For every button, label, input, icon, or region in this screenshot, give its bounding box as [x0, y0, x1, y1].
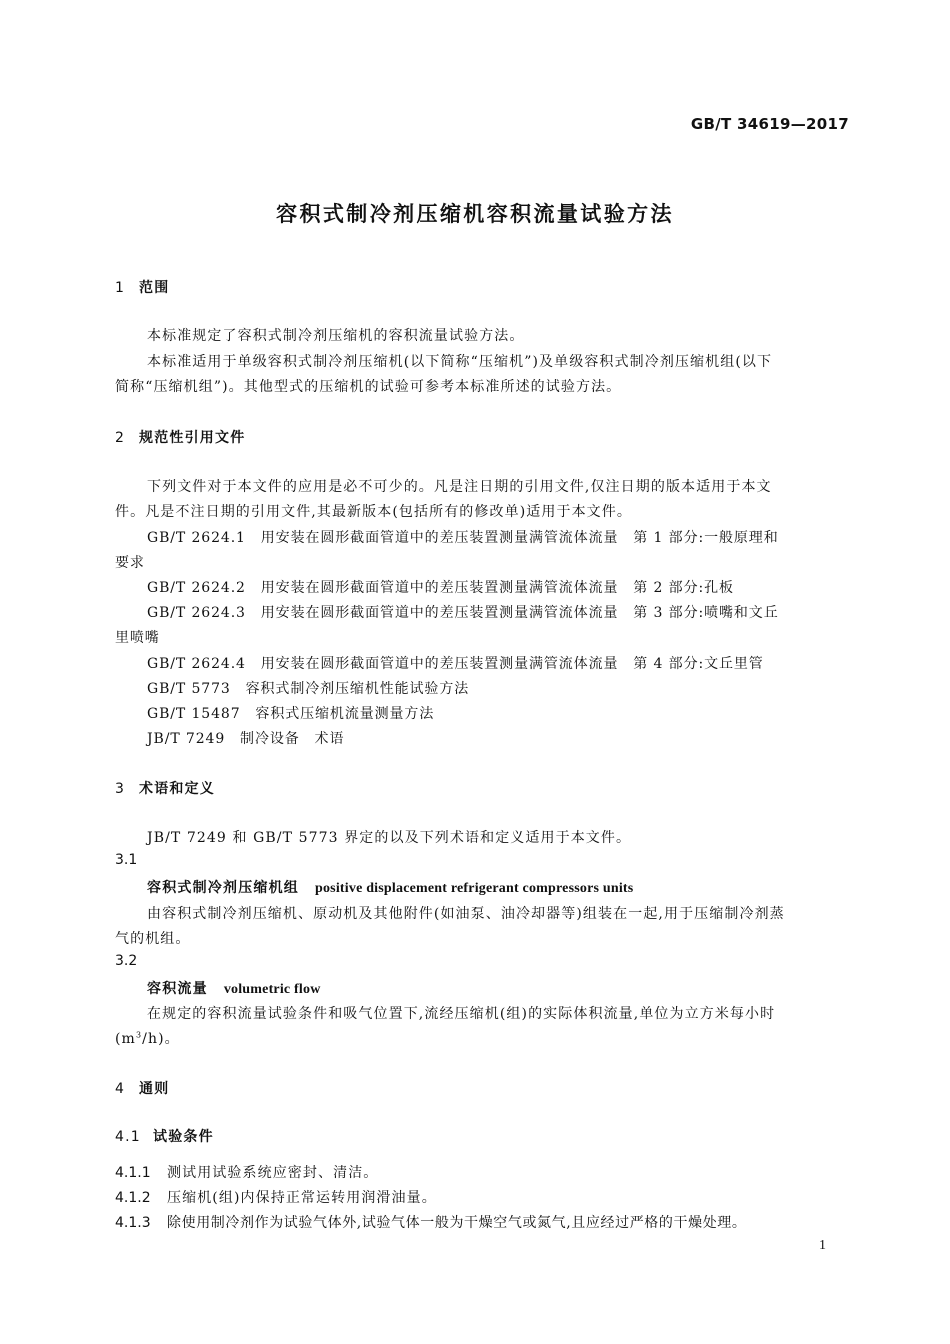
paragraph-continuation: 件。凡是不注日期的引用文件,其最新版本(包括所有的修改单)适用于本文件。 [115, 504, 632, 520]
section-number: 1 [115, 280, 126, 296]
paragraph: 本标准适用于单级容积式制冷剂压缩机(以下简称“压缩机”)及单级容积式制冷剂压缩机组(以下 [147, 354, 773, 370]
unit-superscript: 3 [135, 1030, 143, 1040]
reference-item [147, 703, 434, 723]
term-definition: 在规定的容积流量试验条件和吸气位置下,流经压缩机(组)的实际体积流量,单位为立方米每小时 [147, 1006, 776, 1022]
term-heading [147, 877, 633, 897]
reference-title: 用安装在圆形截面管道中的差压装置测量满管流体流量 第 2 部分:孔板 [260, 580, 734, 596]
reference-code: GB/T 15487 [147, 706, 241, 722]
clause [115, 1162, 378, 1182]
reference-code: GB/T 2624.4 [147, 656, 246, 672]
clause-number: 4.1.2 [115, 1190, 151, 1206]
reference-continuation: 里喷嘴 [115, 630, 160, 646]
reference-title: 用安装在圆形截面管道中的差压装置测量满管流体流量 第 3 部分:喷嘴和文丘 [260, 605, 779, 621]
reference-code: GB/T 5773 [147, 681, 231, 697]
subsection-number: 4.1 [115, 1129, 141, 1145]
reference-item [147, 728, 344, 748]
term-definition: 由容积式制冷剂压缩机、原动机及其他附件(如油泵、油冷却器等)组装在一起,用于压缩制冷剂蒸 [147, 906, 785, 922]
section-2-heading [115, 427, 245, 447]
reference-title: 用安装在圆形截面管道中的差压装置测量满管流体流量 第 4 部分:文丘里管 [260, 656, 764, 672]
term-chinese: 容积式制冷剂压缩机组 [147, 880, 299, 896]
term-heading [147, 978, 321, 998]
section-title: 通则 [139, 1081, 170, 1097]
reference-item [147, 678, 469, 698]
reference-title: 容积式压缩机流量测量方法 [255, 706, 435, 722]
reference-continuation: 要求 [115, 555, 145, 571]
section-number: 3 [115, 781, 126, 797]
clause-number: 4.1.1 [115, 1165, 151, 1181]
reference-title: 制冷设备 术语 [240, 731, 345, 747]
subsection-heading [115, 1126, 214, 1146]
subsection-title: 试验条件 [153, 1129, 214, 1145]
reference-code: JB/T 7249 [147, 731, 226, 747]
reference-item [147, 602, 779, 622]
section-3-heading [115, 778, 215, 798]
clause-number: 4.1.3 [115, 1215, 151, 1231]
clause [115, 1187, 437, 1207]
clause-text: 压缩机(组)内保持正常运转用润滑油量。 [167, 1190, 437, 1206]
paragraph: JB/T 7249 和 GB/T 5773 界定的以及下列术语和定义适用于本文件。 [147, 830, 632, 846]
paragraph: 本标准规定了容积式制冷剂压缩机的容积流量试验方法。 [147, 328, 525, 344]
reference-item [147, 653, 764, 673]
unit-suffix: /h)。 [142, 1031, 180, 1047]
clause-text: 除使用制冷剂作为试验气体外,试验气体一般为干燥空气或氮气,且应经过严格的干燥处理。 [167, 1215, 747, 1231]
term-english: positive displacement refrigerant compressors units [315, 881, 634, 896]
section-number: 2 [115, 430, 126, 446]
section-title: 范围 [139, 280, 170, 296]
document-title: 容积式制冷剂压缩机容积流量试验方法 [276, 202, 674, 226]
term-definition-continuation [115, 1028, 180, 1048]
unit-prefix: (m [115, 1031, 136, 1047]
paragraph-continuation: 简称“压缩机组”)。其他型式的压缩机的试验可参考本标准所述的试验方法。 [115, 379, 622, 395]
clause [115, 1212, 747, 1232]
reference-code: GB/T 2624.2 [147, 580, 246, 596]
term-number: 3.2 [115, 953, 138, 969]
standard-number: GB/T 34619—2017 [690, 115, 849, 133]
reference-code: GB/T 2624.3 [147, 605, 246, 621]
clause-text: 测试用试验系统应密封、清洁。 [167, 1165, 379, 1181]
page-number: 1 [819, 1238, 826, 1253]
reference-title: 容积式制冷剂压缩机性能试验方法 [245, 681, 470, 697]
reference-title: 用安装在圆形截面管道中的差压装置测量满管流体流量 第 1 部分:一般原理和 [260, 530, 779, 546]
section-4-heading [115, 1078, 169, 1098]
section-title: 术语和定义 [139, 781, 215, 797]
reference-code: GB/T 2624.1 [147, 530, 246, 546]
reference-item [147, 577, 734, 597]
term-chinese: 容积流量 [147, 981, 208, 997]
section-number: 4 [115, 1081, 126, 1097]
paragraph: 下列文件对于本文件的应用是必不可少的。凡是注日期的引用文件,仅注日期的版本适用于本文 [147, 479, 772, 495]
term-english: volumetric flow [223, 982, 321, 997]
reference-item [147, 527, 779, 547]
term-number: 3.1 [115, 852, 138, 868]
section-1-heading [115, 277, 169, 297]
section-title: 规范性引用文件 [139, 430, 246, 446]
term-definition-continuation: 气的机组。 [115, 931, 191, 947]
